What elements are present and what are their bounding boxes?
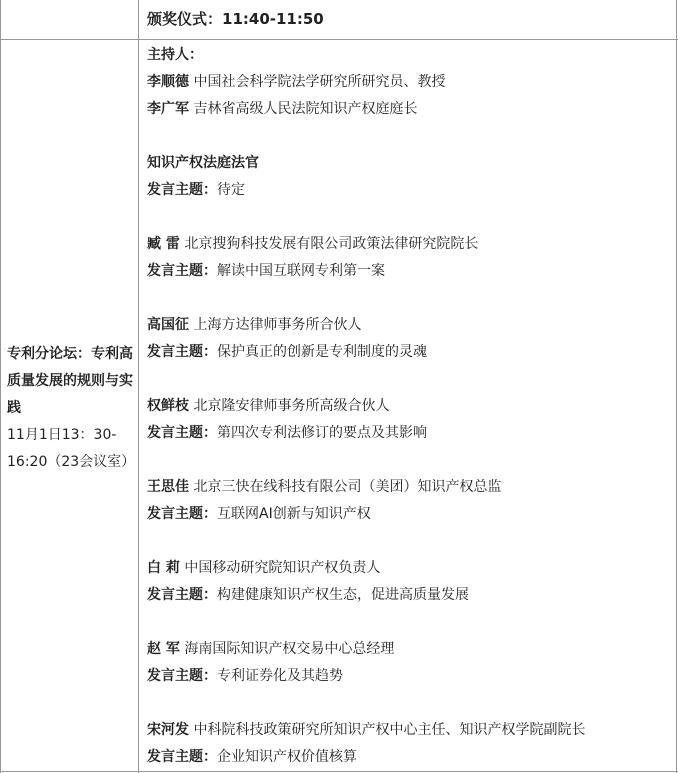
speaker-name: 权鲜枝 xyxy=(147,398,189,414)
host-entry xyxy=(147,96,417,123)
speaker-name: 知识产权法庭法官 xyxy=(147,155,259,171)
speaker-topic-line xyxy=(147,339,427,366)
table-column-divider xyxy=(138,0,139,773)
speaker-entry xyxy=(147,150,259,177)
topic-label: 发言主题： xyxy=(147,182,217,198)
topic-label: 发言主题： xyxy=(147,263,217,279)
host-name: 李广军 xyxy=(147,101,189,117)
speaker-topic: 企业知识产权价值核算 xyxy=(217,749,357,765)
speaker-entry xyxy=(147,555,380,582)
speaker-topic-line xyxy=(147,582,469,609)
speaker-title: 北京三快在线科技有限公司（美团）知识产权总监 xyxy=(193,479,502,495)
topic-label: 发言主题： xyxy=(147,344,217,360)
speaker-title: 海南国际知识产权交易中心总经理 xyxy=(184,641,395,657)
speaker-title: 上海方达律师事务所合伙人 xyxy=(193,317,362,333)
speaker-name: 宋河发 xyxy=(147,722,189,738)
speaker-topic-line xyxy=(147,420,427,447)
forum-title: 专利分论坛：专利高质量发展的规则与实践 xyxy=(7,346,133,416)
speaker-name: 赵 军 xyxy=(147,641,180,657)
ceremony-row xyxy=(147,6,324,33)
speaker-topic: 构建健康知识产权生态，促进高质量发展 xyxy=(217,587,469,603)
speaker-title: 北京搜狗科技发展有限公司政策法律研究院院长 xyxy=(184,236,479,252)
host-name: 李顺德 xyxy=(147,74,189,90)
speaker-name: 臧 雷 xyxy=(147,236,180,252)
speaker-entry xyxy=(147,312,361,339)
speaker-topic: 保护真正的创新是专利制度的灵魂 xyxy=(217,344,427,360)
speaker-topic: 互联网AI创新与知识产权 xyxy=(217,506,371,522)
topic-label: 发言主题： xyxy=(147,749,217,765)
host-title: 中国社会科学院法学研究所研究员、教授 xyxy=(193,74,446,90)
speaker-topic: 第四次专利法修订的要点及其影响 xyxy=(217,425,427,441)
speaker-name: 王思佳 xyxy=(147,479,189,495)
topic-label: 发言主题： xyxy=(147,668,217,684)
speaker-title: 北京隆安律师事务所高级合伙人 xyxy=(193,398,390,414)
host-title: 吉林省高级人民法院知识产权庭庭长 xyxy=(193,101,418,117)
forum-schedule: 11月1日13：30-16:20（23会议室） xyxy=(7,427,136,470)
speaker-name: 高国征 xyxy=(147,317,189,333)
speaker-topic: 专利证券化及其趋势 xyxy=(217,668,343,684)
table-border-bottom xyxy=(0,771,678,772)
speaker-name: 白 莉 xyxy=(147,560,180,576)
ceremony-label: 颁奖仪式： xyxy=(147,10,223,28)
host-label: 主持人： xyxy=(147,47,203,63)
row-divider xyxy=(0,39,678,40)
speaker-entry xyxy=(147,231,478,258)
speaker-topic-line xyxy=(147,501,371,528)
speaker-topic-line xyxy=(147,744,357,771)
table-border-right xyxy=(676,0,677,773)
speaker-topic: 解读中国互联网专利第一案 xyxy=(217,263,385,279)
speaker-topic-line xyxy=(147,177,245,204)
host-entry xyxy=(147,69,445,96)
speaker-topic-line xyxy=(147,258,385,285)
ceremony-time: 11:40-11:50 xyxy=(222,10,324,28)
table-border-left xyxy=(0,0,1,773)
speaker-title: 中科院科技政策研究所知识产权中心主任、知识产权学院副院长 xyxy=(193,722,586,738)
speaker-entry xyxy=(147,474,501,501)
topic-label: 发言主题： xyxy=(147,425,217,441)
speaker-topic-line xyxy=(147,663,343,690)
speaker-entry xyxy=(147,393,389,420)
speaker-entry xyxy=(147,717,585,744)
speaker-topic: 待定 xyxy=(217,182,245,198)
topic-label: 发言主题： xyxy=(147,587,217,603)
speaker-title: 中国移动研究院知识产权负责人 xyxy=(184,560,381,576)
speaker-entry xyxy=(147,636,394,663)
topic-label: 发言主题： xyxy=(147,506,217,522)
